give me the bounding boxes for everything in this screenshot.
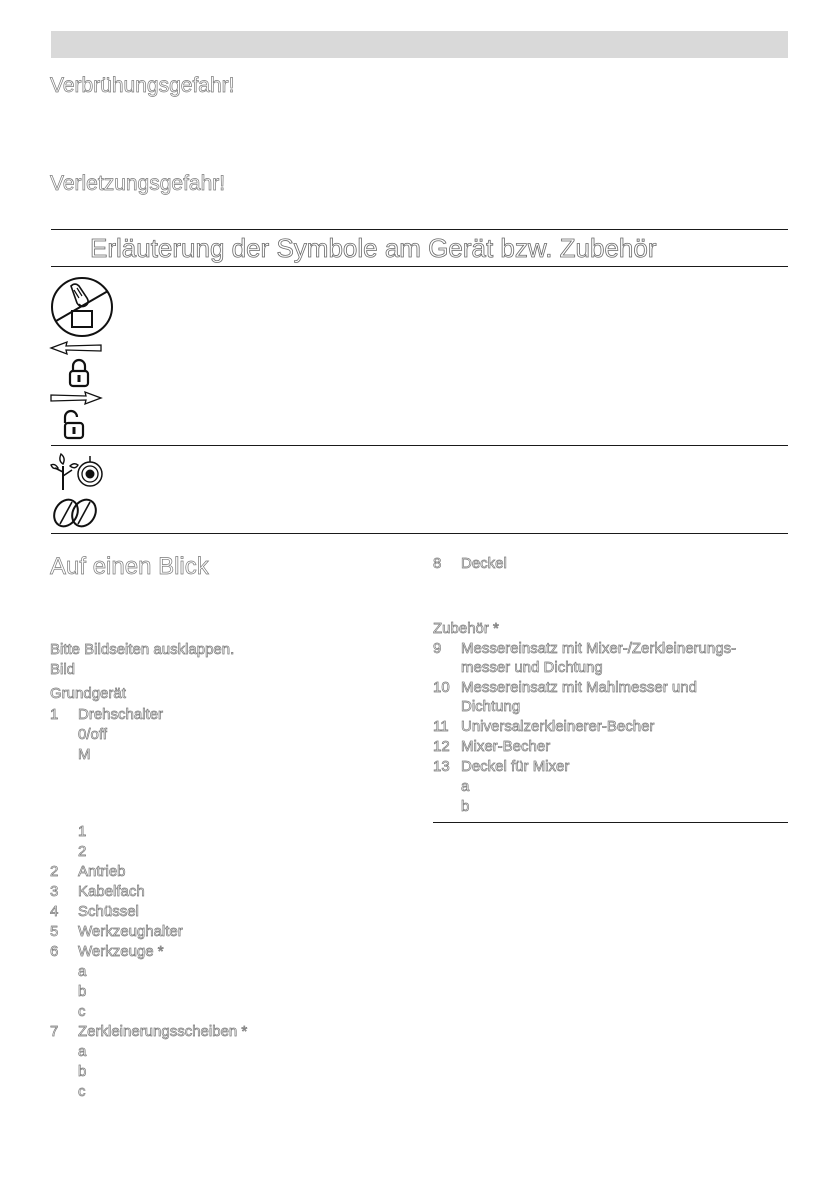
intro-text: Bitte Bildseiten ausklappen. <box>50 641 235 658</box>
warning-injury-title: Verletzungsgefahr! <box>50 172 226 195</box>
arrow-right-icon <box>49 390 103 406</box>
divider <box>51 445 788 446</box>
divider <box>51 266 788 267</box>
coffee-beans-icon <box>50 498 100 528</box>
symbols-section-title: Erläuterung der Symbole am Gerät bzw. Zubehör <box>90 233 657 263</box>
lock-open-icon <box>62 408 86 440</box>
basic-unit-heading: Grundgerät <box>50 685 126 702</box>
accessories-heading: Zubehör * <box>433 620 499 637</box>
header-bar <box>51 31 788 58</box>
warning-scalding-title: Verbrühungsgefahr! <box>50 74 235 97</box>
herb-onion-icon <box>50 452 106 492</box>
divider <box>433 822 788 823</box>
arrow-left-icon <box>49 340 103 356</box>
intro-text-bild: Bild <box>50 661 76 678</box>
no-hand-in-feed-tube-icon <box>49 276 115 338</box>
divider <box>51 229 788 230</box>
divider <box>51 533 788 534</box>
lock-closed-icon <box>68 358 90 388</box>
overview-title: Auf einen Blick <box>50 553 209 580</box>
